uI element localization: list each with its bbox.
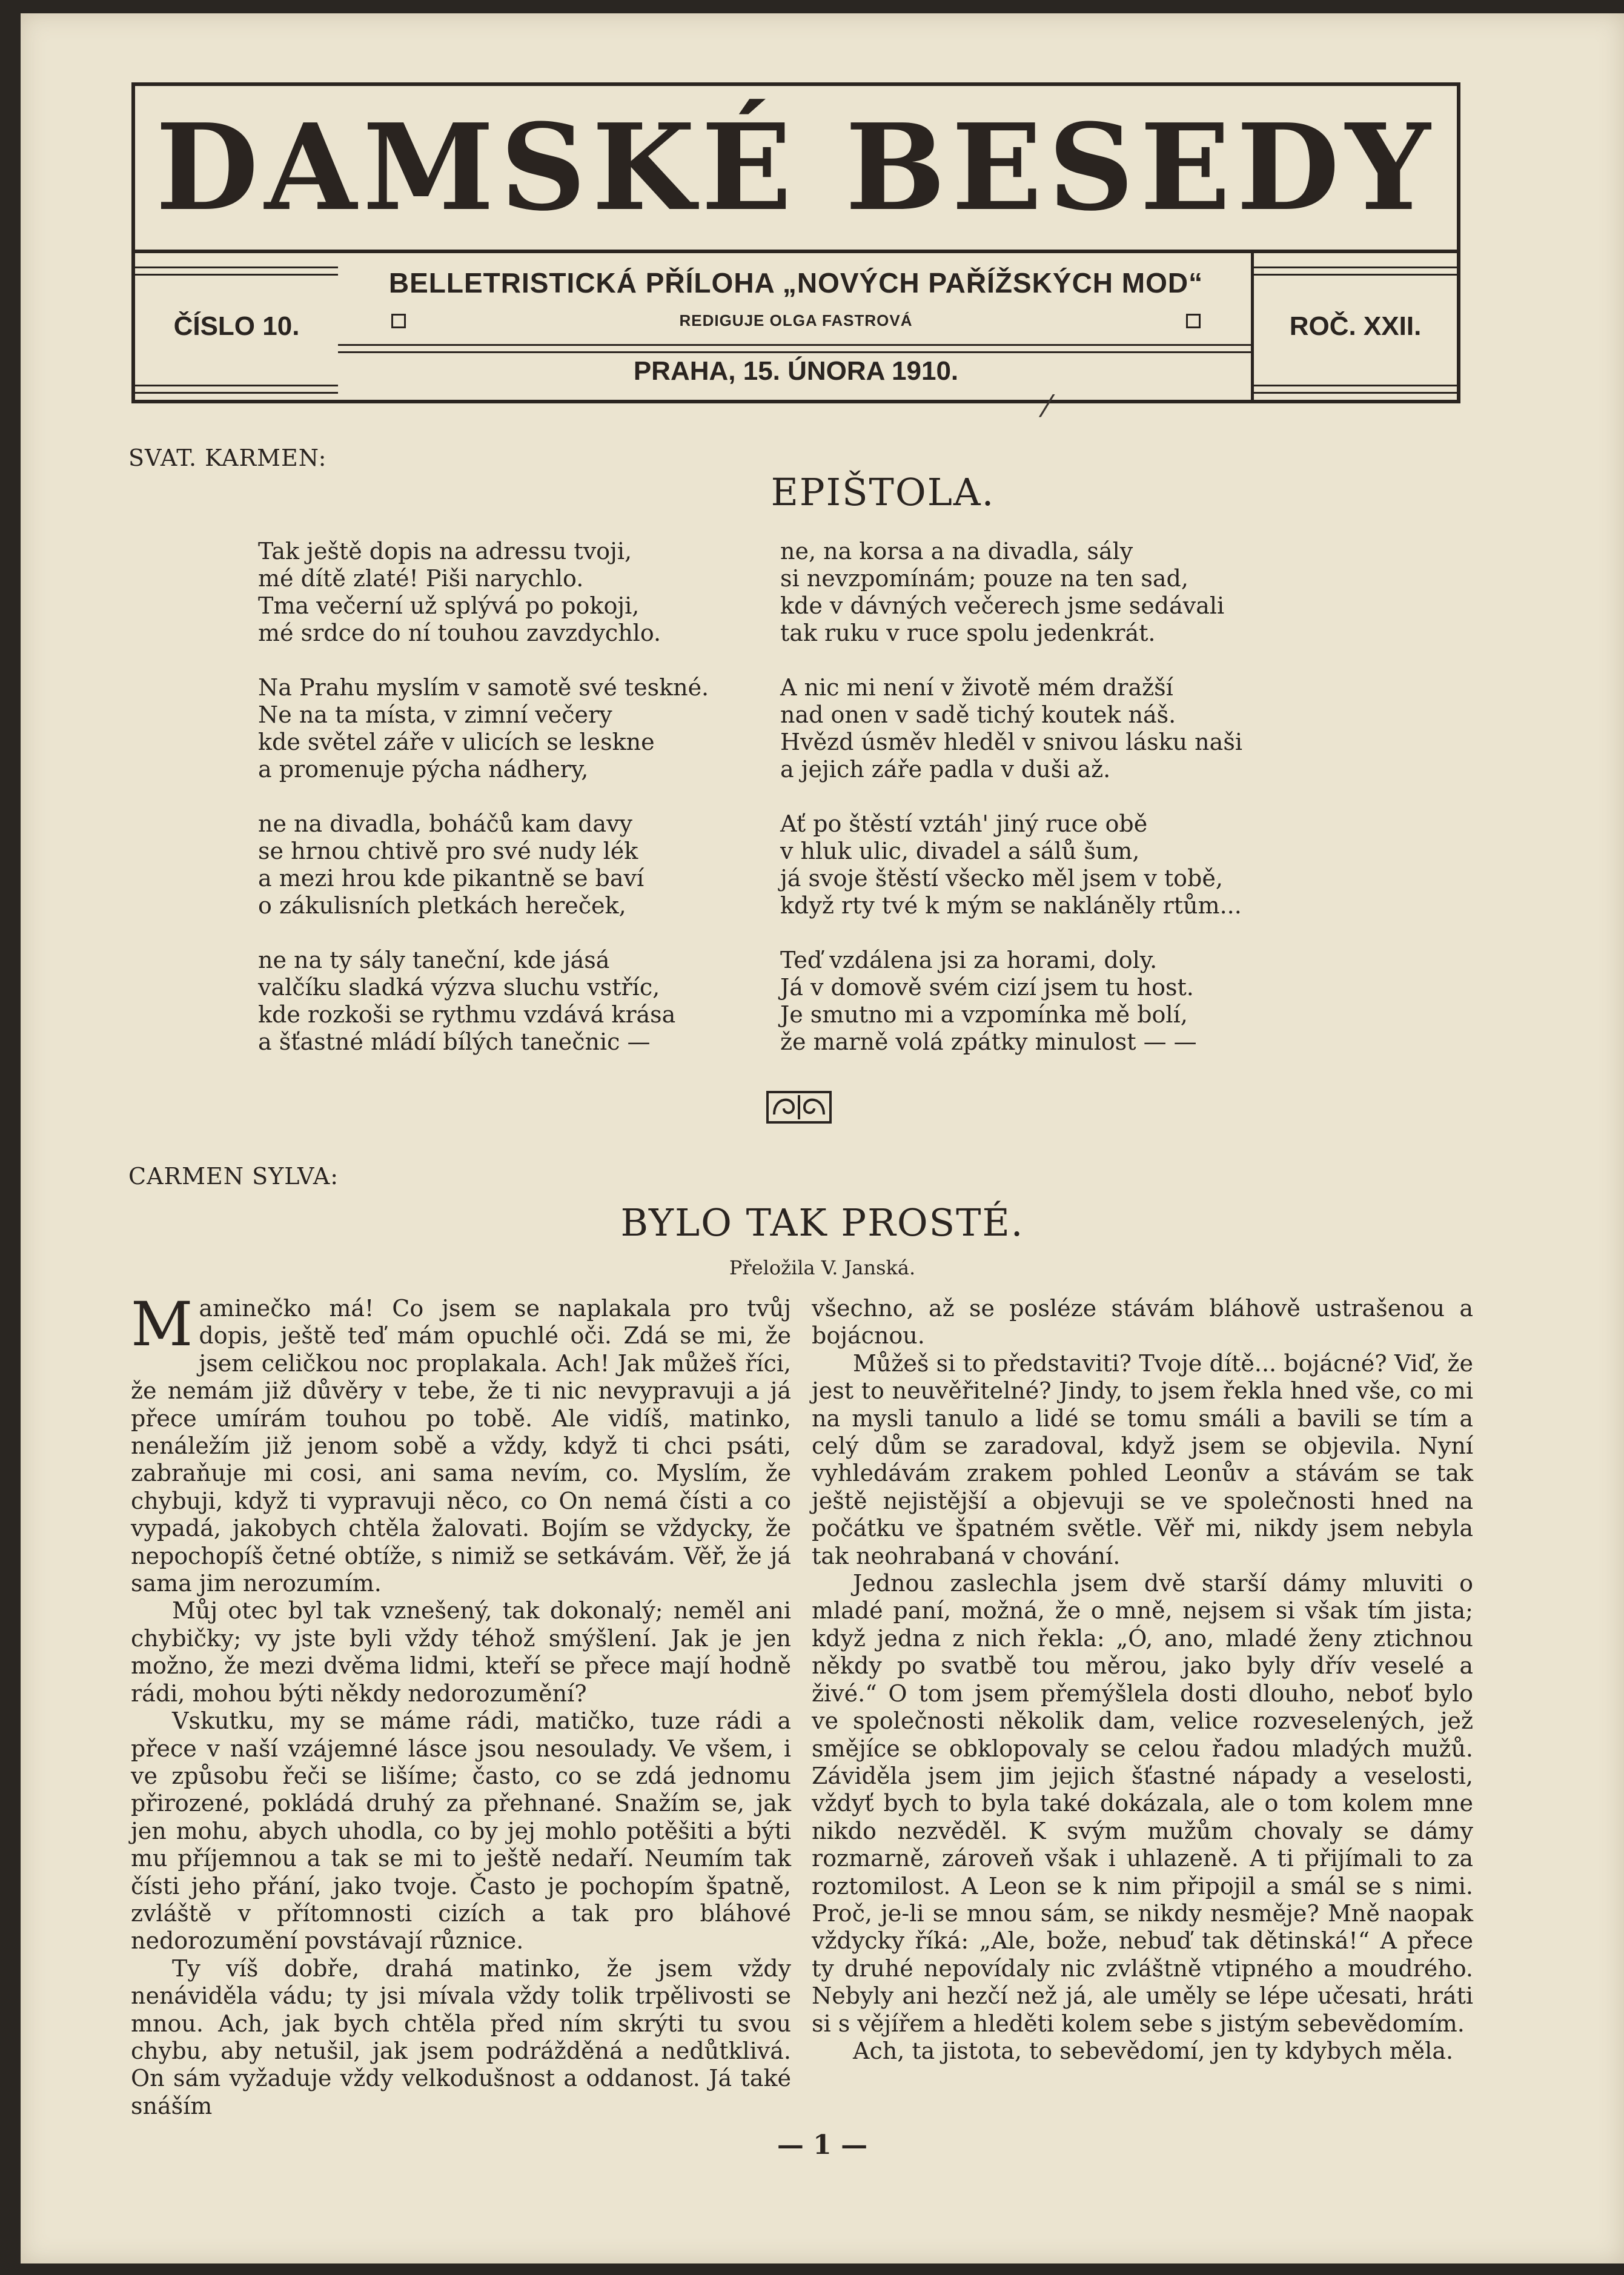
poem-stanza bbox=[258, 674, 709, 783]
poem-line: ne na divadla, boháčů kam davy bbox=[258, 810, 633, 837]
band-rule bbox=[338, 351, 1254, 353]
poem-line: a jejich záře padla v duši až. bbox=[780, 756, 1111, 783]
ornament-icon bbox=[766, 1090, 832, 1124]
story-title: BYLO TAK PROSTÉ. bbox=[620, 1200, 1024, 1245]
poem-line: mé dítě zlaté! Piši narychlo. bbox=[258, 565, 584, 592]
poem-line: Ne na ta místa, v zimní večery bbox=[258, 701, 612, 728]
poem-line: Hvězd úsměv hleděl v snivou lásku naši bbox=[780, 729, 1242, 755]
story-paragraph: Můžeš si to představiti? Tvoje dítě... bojácné? Viď, že jest to neuvěřitelné? Jindy, to jsem řekla hned vše, co mi na mysli tanulo a lidé se tomu smáli a bavili se tím a celý dům se zaradoval, když jsem se objevila. Nyní vyhledávám zrakem pohled Leonův a stávám se tak ještě nejistější a objevuji se ve společnosti hned na počátku ve špatném světle. Věř mi, nikdy jsem nebyla tak neohrabaná v chování. bbox=[812, 1349, 1473, 1569]
band-rule bbox=[338, 344, 1254, 346]
story-paragraph: Vskutku, my se máme rádi, matičko, tuze rádi a přece v naší vzájemné lásce jsou nesoulady. Ve všem, i ve způsobu řeči se lišíme; často, co se zdá jednomu přirozené, pokládá druhý za přehnané. Snažím se, jak jen mohu, abych uhodla, co by jej mohlo potěšiti a býti mu příjemnou a tak se mi to ještě nedaří. Neumím tak čísti jeho přání, jako tvoje. Často je pochopím špatně, zvláště v přítomnosti cizích a tak pro bláhové nedorozumění povstávají různice. bbox=[131, 1707, 791, 1955]
poem-line: když rty tvé k mým se nakláněly rtům... bbox=[780, 892, 1242, 919]
poem-stanza bbox=[258, 947, 675, 1056]
poem-line: Teď vzdálena jsi za horami, doly. bbox=[780, 947, 1158, 973]
drop-cap: M bbox=[131, 1289, 193, 1360]
poem-line: a mezi hrou kde pikantně se baví bbox=[258, 865, 645, 892]
story-paragraph: všechno, až se posléze stávám bláhově ustrašenou a bojácnou. bbox=[812, 1295, 1473, 1349]
masthead-band bbox=[135, 250, 1457, 400]
masthead bbox=[131, 82, 1460, 403]
poem-author: SVAT. KARMEN: bbox=[128, 445, 327, 471]
story-paragraph: Můj otec byl tak vznešený, tak dokonalý; neměl ani chybičky; vy jste byli vždy téhož smýšlení. Jak je jen možno, že mezi dvěma lidmi, kteří se přece mají hodně rádi, mohou býti někdy nedorozumění? bbox=[131, 1597, 791, 1707]
poem-line: a promenuje pýcha nádhery, bbox=[258, 756, 589, 783]
story-paragraph: Ach, ta jistota, to sebevědomí, jen ty kdybych měla. bbox=[853, 2037, 1454, 2064]
paragraph-text: aminečko má! Co jsem se naplakala pro tvůj dopis, ještě teď mám opuchlé oči. Zdá se mi, že jsem celičkou noc proplakala. Ach! Jak můžeš říci, že nemám již důvěry v tebe, že ti nic nevypravuji a já přece umírám touhou po tobě. Ale vidíš, matinko, nenáležím již jenom sobě a vždy, když ti chci psáti, zabraňuje mi cosi, ani sama nevím, co. Myslím, že chybuji, když ti vypravuji něco, co On nemá čísti a co vypadá, jakobych chtěla žalovati. Bojím se vždycky, že nepochopíš četné obtíže, s nimiž se setkávám. Věř, že já sama jim nerozumím. bbox=[131, 1295, 791, 1597]
poem-line: já svoje štěstí všecko měl jsem v tobě, bbox=[780, 865, 1223, 892]
masthead-title: DAMSKÉ BESEDY bbox=[155, 98, 1437, 237]
poem-line: Tma večerní už splývá po pokoji, bbox=[258, 592, 640, 619]
masthead-center bbox=[338, 253, 1254, 400]
volume-number-text: ROČ. XXII. bbox=[1289, 311, 1422, 341]
masthead-editor: REDIGUJE OLGA FASTROVÁ bbox=[679, 311, 913, 329]
poem-title: EPIŠTOLA. bbox=[771, 470, 995, 514]
story-paragraph: Ty víš dobře, drahá matinko, že jsem vždy nenáviděla vádu; ty jsi mívala vždy tolik trpělivosti se mnou. Ach, jak bych chtěla před ním skrýti tu svou chybu, aby netušil, jak jsem podrážděná a nedůtklivá. On sám vyžaduje vždy velkodušnost a oddanost. Já také snáším bbox=[131, 1955, 791, 2119]
poem-line: Na Prahu myslím v samotě své teskné. bbox=[258, 674, 709, 701]
story-column-right bbox=[812, 1295, 1473, 2065]
poem-stanza bbox=[258, 810, 644, 919]
square-ornament-icon bbox=[1186, 314, 1201, 328]
poem-line: o zákulisních pletkách hereček, bbox=[258, 892, 626, 919]
poem-line: ne, na korsa a na divadla, sály bbox=[780, 538, 1133, 565]
story-paragraph bbox=[131, 1289, 791, 1597]
poem-line: tak ruku v ruce spolu jedenkrát. bbox=[780, 620, 1156, 646]
poem-line: v hluk ulic, divadel a sálů šum, bbox=[780, 838, 1140, 864]
issue-date: PRAHA, 15. ÚNORA 1910. bbox=[633, 356, 959, 386]
poem-line: nad onen v sadě tichý koutek náš. bbox=[780, 701, 1176, 728]
poem-line: ne na ty sály taneční, kde jásá bbox=[258, 947, 610, 973]
issue-number bbox=[135, 253, 341, 400]
poem-line: kde rozkoši se rythmu vzdává krása bbox=[258, 1001, 676, 1028]
poem-line: Tak ještě dopis na adressu tvoji, bbox=[258, 538, 632, 565]
volume-number bbox=[1251, 253, 1457, 400]
poem-stanza bbox=[258, 538, 661, 647]
story-translator: Přeložila V. Janská. bbox=[729, 1256, 916, 1279]
poem-line: valčíku sladká výzva sluchu vstříc, bbox=[258, 974, 660, 1001]
story-paragraph: Jednou zaslechla jsem dvě starší dámy mluviti o mladé paní, možná, že o mně, nejsem si však tím jista; když jedna z nich řekla: „Ó, ano, mladé ženy ztichnou někdy po svatbě tou měrou, jako byly dřív veselé a živé.“ O tom jsem přemýšlela dosti dlouho, neboť bylo ve společnosti několik dam, velice rozveselených, jež smějíce se obklopovaly se celou řadou mladých mužů. Záviděla jsem jim jejich šťastné nápady a veselosti, vždyť bych to byla také dokázala, ale o tom kolem mne nikdo nezvěděl. K svým mužům chovaly se dámy rozmarně, zároveň však i uhlazeně. A ti přijímali to za roztomilost. A Leon se k nim připojil a smál se s nimi. Proč, je-li se mnou sám, se nikdy nesměje? Mně naopak vždycky říká: „Ale, bože, nebuď tak dětinská!“ A přece ty druhé nepovídaly nic zvláštně vtipného a moudrého. Nebyly ani hezčí než já, ale uměly se lépe učesati, hráti si s vějířem a hleděti kolem sebe s jistým sebevědomím. bbox=[812, 1570, 1473, 2037]
poem-line: Je smutno mi a vzpomínka mě bolí, bbox=[780, 1001, 1188, 1028]
poem-line: že marně volá zpátky minulost — — bbox=[780, 1028, 1197, 1055]
poem-line: a šťastné mládí bílých tanečnic — bbox=[258, 1028, 651, 1055]
page-number: — 1 — bbox=[777, 2130, 868, 2161]
poem-stanza bbox=[780, 674, 1242, 783]
story-column-left bbox=[131, 1289, 791, 2120]
poem-line: Já v domově svém cizí jsem tu host. bbox=[780, 974, 1194, 1001]
newspaper-page bbox=[21, 13, 1624, 2263]
poem-line: A nic mi není v životě mém dražší bbox=[780, 674, 1173, 701]
issue-number-text: ČÍSLO 10. bbox=[173, 311, 300, 341]
poem-line: Ať po štěstí vztáh' jiný ruce obě bbox=[780, 810, 1148, 837]
poem-stanza bbox=[780, 538, 1224, 647]
poem-line: se hrnou chtivě pro své nudy lék bbox=[258, 838, 638, 864]
poem-line: si nevzpomínám; pouze na ten sad, bbox=[780, 565, 1188, 592]
poem-line: kde v dávných večerech jsme sedávali bbox=[780, 592, 1225, 619]
story-author: CARMEN SYLVA: bbox=[128, 1163, 339, 1190]
poem-stanza bbox=[780, 810, 1242, 919]
masthead-subtitle: BELLETRISTICKÁ PŘÍLOHA „NOVÝCH PAŘÍŽSKÝCH MOD“ bbox=[388, 267, 1204, 299]
poem-stanza bbox=[780, 947, 1197, 1056]
poem-line: kde světel záře v ulicích se leskne bbox=[258, 729, 655, 755]
pen-mark: ⁄ bbox=[1044, 389, 1050, 424]
poem-line: mé srdce do ní touhou zavzdychlo. bbox=[258, 620, 661, 646]
